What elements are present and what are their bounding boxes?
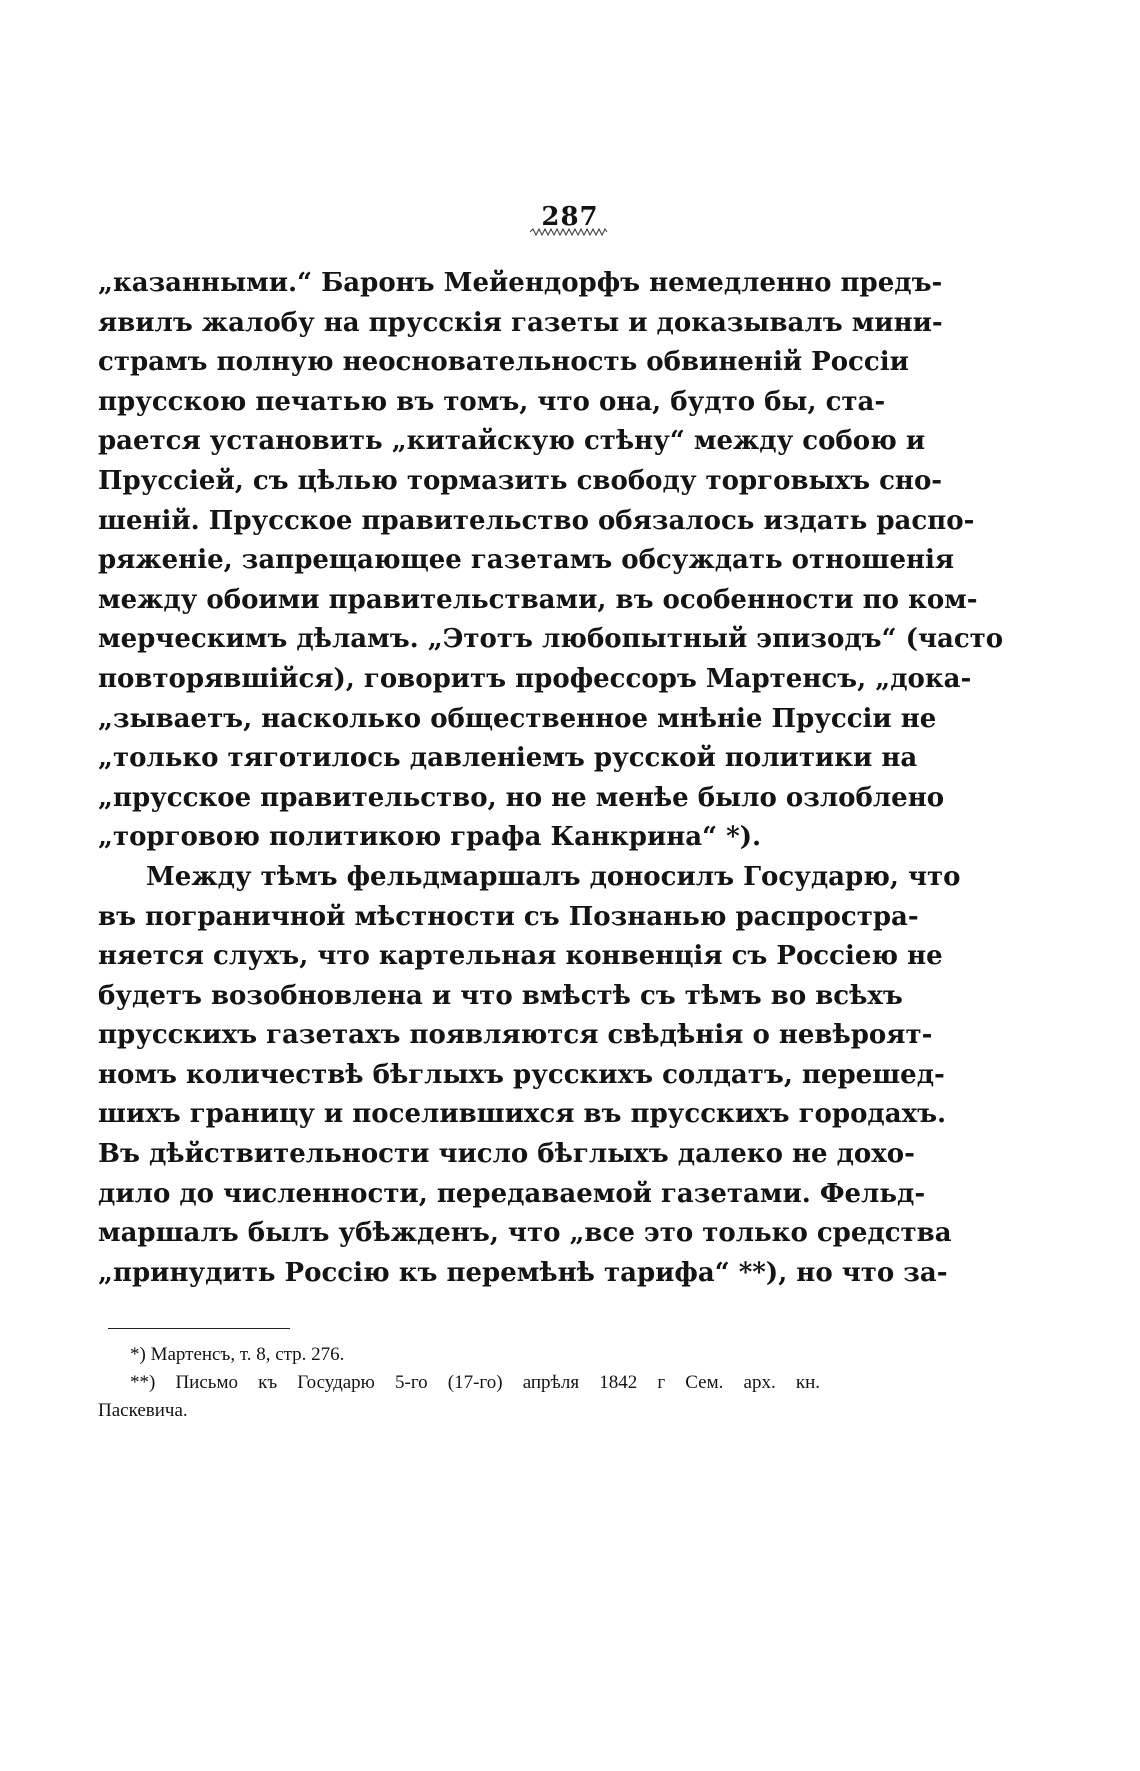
text-line: „принудить Россію къ перемѣнѣ тарифа“ **), но что за- xyxy=(98,1257,948,1288)
text-line: рается установить „китайскую стѣну“ между собою и xyxy=(98,426,926,457)
footnote-1: *) Мартенсъ, т. 8, стр. 276. xyxy=(130,1344,345,1365)
footnote-2-continuation: Паскевича. xyxy=(98,1400,188,1421)
text-line: повторявшійся), говоритъ профессоръ Мартенсъ, „дока- xyxy=(98,663,972,694)
text-line: шеній. Прусское правительство обязалось издать распо- xyxy=(98,505,975,536)
text-line: дило до численности, передаваемой газетами. Фельд- xyxy=(98,1178,926,1209)
text-line: между обоими правительствами, въ особенности по ком- xyxy=(98,584,978,615)
page-number-ornament xyxy=(530,228,610,236)
text-line: шихъ границу и поселившихся въ прусскихъ городахъ. xyxy=(98,1099,947,1130)
text-line: Въ дѣйствительности число бѣглыхъ далеко не дохо- xyxy=(98,1139,915,1170)
text-line: прусскихъ газетахъ появляются свѣдѣнія о невѣроят- xyxy=(98,1020,933,1051)
text-line: ряженіе, запрещающее газетамъ обсуждать отношенія xyxy=(98,545,955,576)
text-line: „зываетъ, насколько общественное мнѣніе Пруссіи не xyxy=(98,703,937,734)
footnote-2: **) Письмо къ Государю 5-го (17-го) апрѣля 1842 г Сем. арх. кн. xyxy=(130,1372,820,1393)
text-line: „только тяготилось давленіемъ русской политики на xyxy=(98,743,918,774)
text-line: мерческимъ дѣламъ. „Этотъ любопытный эпизодъ“ (часто xyxy=(98,624,1004,655)
text-line: няется слухъ, что картельная конвенція съ Россіею не xyxy=(98,941,943,972)
text-line: въ пограничной мѣстности съ Познанью распростра- xyxy=(98,901,919,932)
text-line: номъ количествѣ бѣглыхъ русскихъ солдатъ, перешед- xyxy=(98,1059,945,1090)
page-number: 287 xyxy=(541,202,599,232)
text-line: „прусское правительство, но не менѣе было озлоблено xyxy=(98,782,945,813)
text-line: „торговою политикою графа Канкрина“ *). xyxy=(98,822,762,853)
text-line: маршалъ былъ убѣжденъ, что „все это только средства xyxy=(98,1218,952,1249)
main-text-body xyxy=(98,264,1004,1293)
text-line: „казанными.“ Баронъ Мейендорфъ немедленно предъ- xyxy=(98,268,943,298)
paragraph-start-line: Между тѣмъ фельдмаршалъ доносилъ Государю, что xyxy=(146,861,961,892)
footnote-divider xyxy=(108,1328,290,1329)
footnotes xyxy=(98,1341,820,1425)
text-line: Пруссіей, съ цѣлью тормазить свободу торговыхъ сно- xyxy=(98,465,943,496)
text-line: будетъ возобновлена и что вмѣстѣ съ тѣмъ во всѣхъ xyxy=(98,980,903,1011)
text-line: прусскою печатью въ томъ, что она, будто бы, ста- xyxy=(98,386,886,417)
text-line: явилъ жалобу на прусскія газеты и доказывалъ мини- xyxy=(98,307,943,338)
text-line: страмъ полную неосновательность обвиненій Россіи xyxy=(98,347,909,378)
